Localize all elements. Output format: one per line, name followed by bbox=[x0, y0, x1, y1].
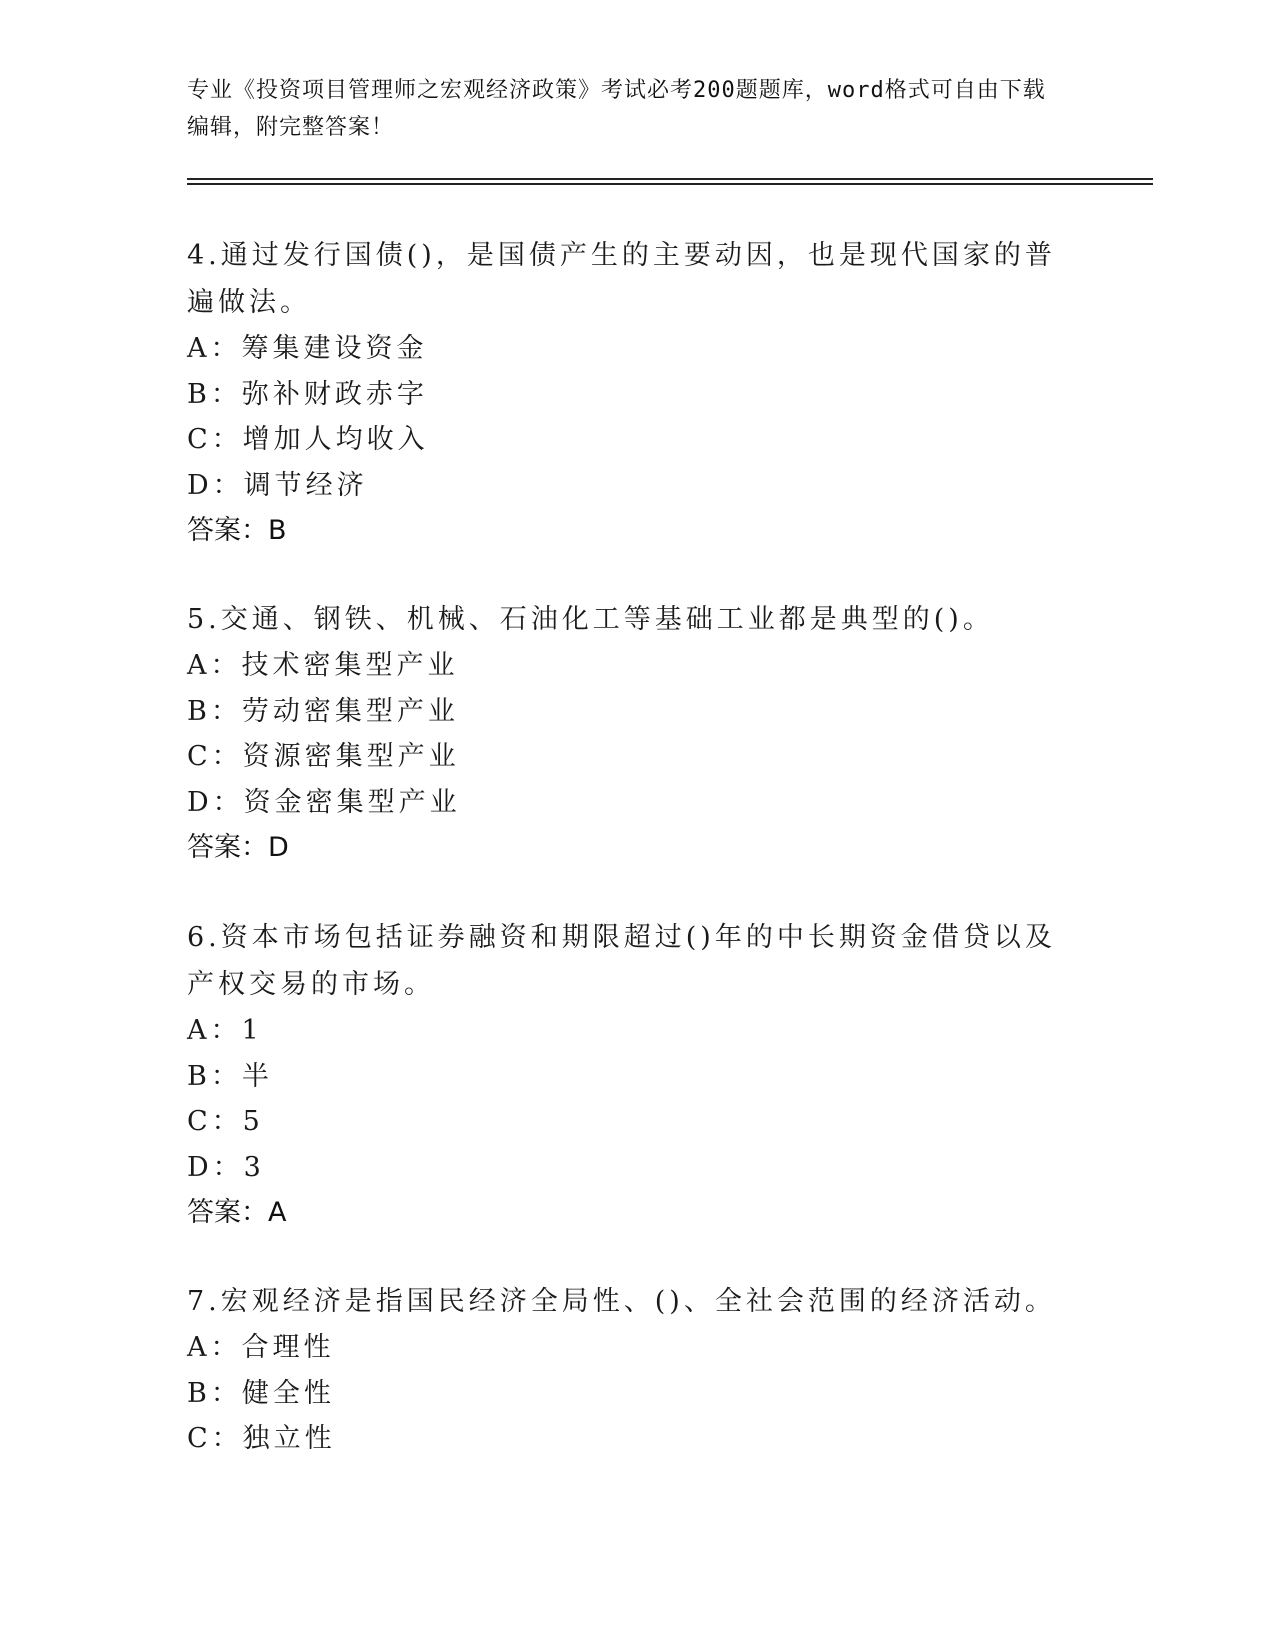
option-a: A：合理性 bbox=[187, 1332, 335, 1363]
option-c: C：独立性 bbox=[187, 1423, 336, 1454]
option-c: C：增加人均收入 bbox=[187, 424, 429, 455]
question-stem: 4.通过发行国债()，是国债产生的主要动因，也是现代国家的普遍做法。 bbox=[187, 240, 1056, 318]
option-c: C：资源密集型产业 bbox=[187, 741, 460, 772]
question-7 bbox=[187, 1278, 1067, 1462]
option-d: D：3 bbox=[187, 1151, 265, 1183]
answer-line: 答案：D bbox=[187, 832, 289, 863]
header-divider-top bbox=[187, 178, 1153, 180]
option-d: D：调节经济 bbox=[187, 469, 368, 501]
option-b: B：劳动密集型产业 bbox=[187, 695, 459, 727]
question-4 bbox=[187, 232, 1067, 554]
header-divider-bottom bbox=[187, 183, 1153, 185]
question-stem: 7.宏观经济是指国民经济全局性、()、全社会范围的经济活动。 bbox=[187, 1286, 1056, 1317]
answer-line: 答案：A bbox=[187, 1197, 287, 1228]
question-5 bbox=[187, 596, 1067, 871]
option-a: A：1 bbox=[187, 1015, 263, 1046]
document-intro: 专业《投资项目管理师之宏观经济政策》考试必考200题题库，word格式可自由下载编辑，附完整答案！ bbox=[187, 78, 1046, 140]
question-stem: 6.资本市场包括证券融资和期限超过()年的中长期资金借贷以及产权交易的市场。 bbox=[187, 922, 1056, 1000]
answer-line: 答案：B bbox=[187, 515, 287, 546]
question-6 bbox=[187, 914, 1067, 1236]
question-stem: 5.交通、钢铁、机械、石油化工等基础工业都是典型的()。 bbox=[187, 604, 994, 635]
option-b: B：弥补财政赤字 bbox=[187, 378, 428, 410]
option-d: D：资金密集型产业 bbox=[187, 786, 461, 818]
option-a: A：技术密集型产业 bbox=[187, 650, 459, 681]
option-b: B：半 bbox=[187, 1060, 273, 1092]
option-a: A：筹集建设资金 bbox=[187, 333, 428, 364]
option-c: C：5 bbox=[187, 1106, 264, 1137]
option-b: B：健全性 bbox=[187, 1377, 335, 1409]
